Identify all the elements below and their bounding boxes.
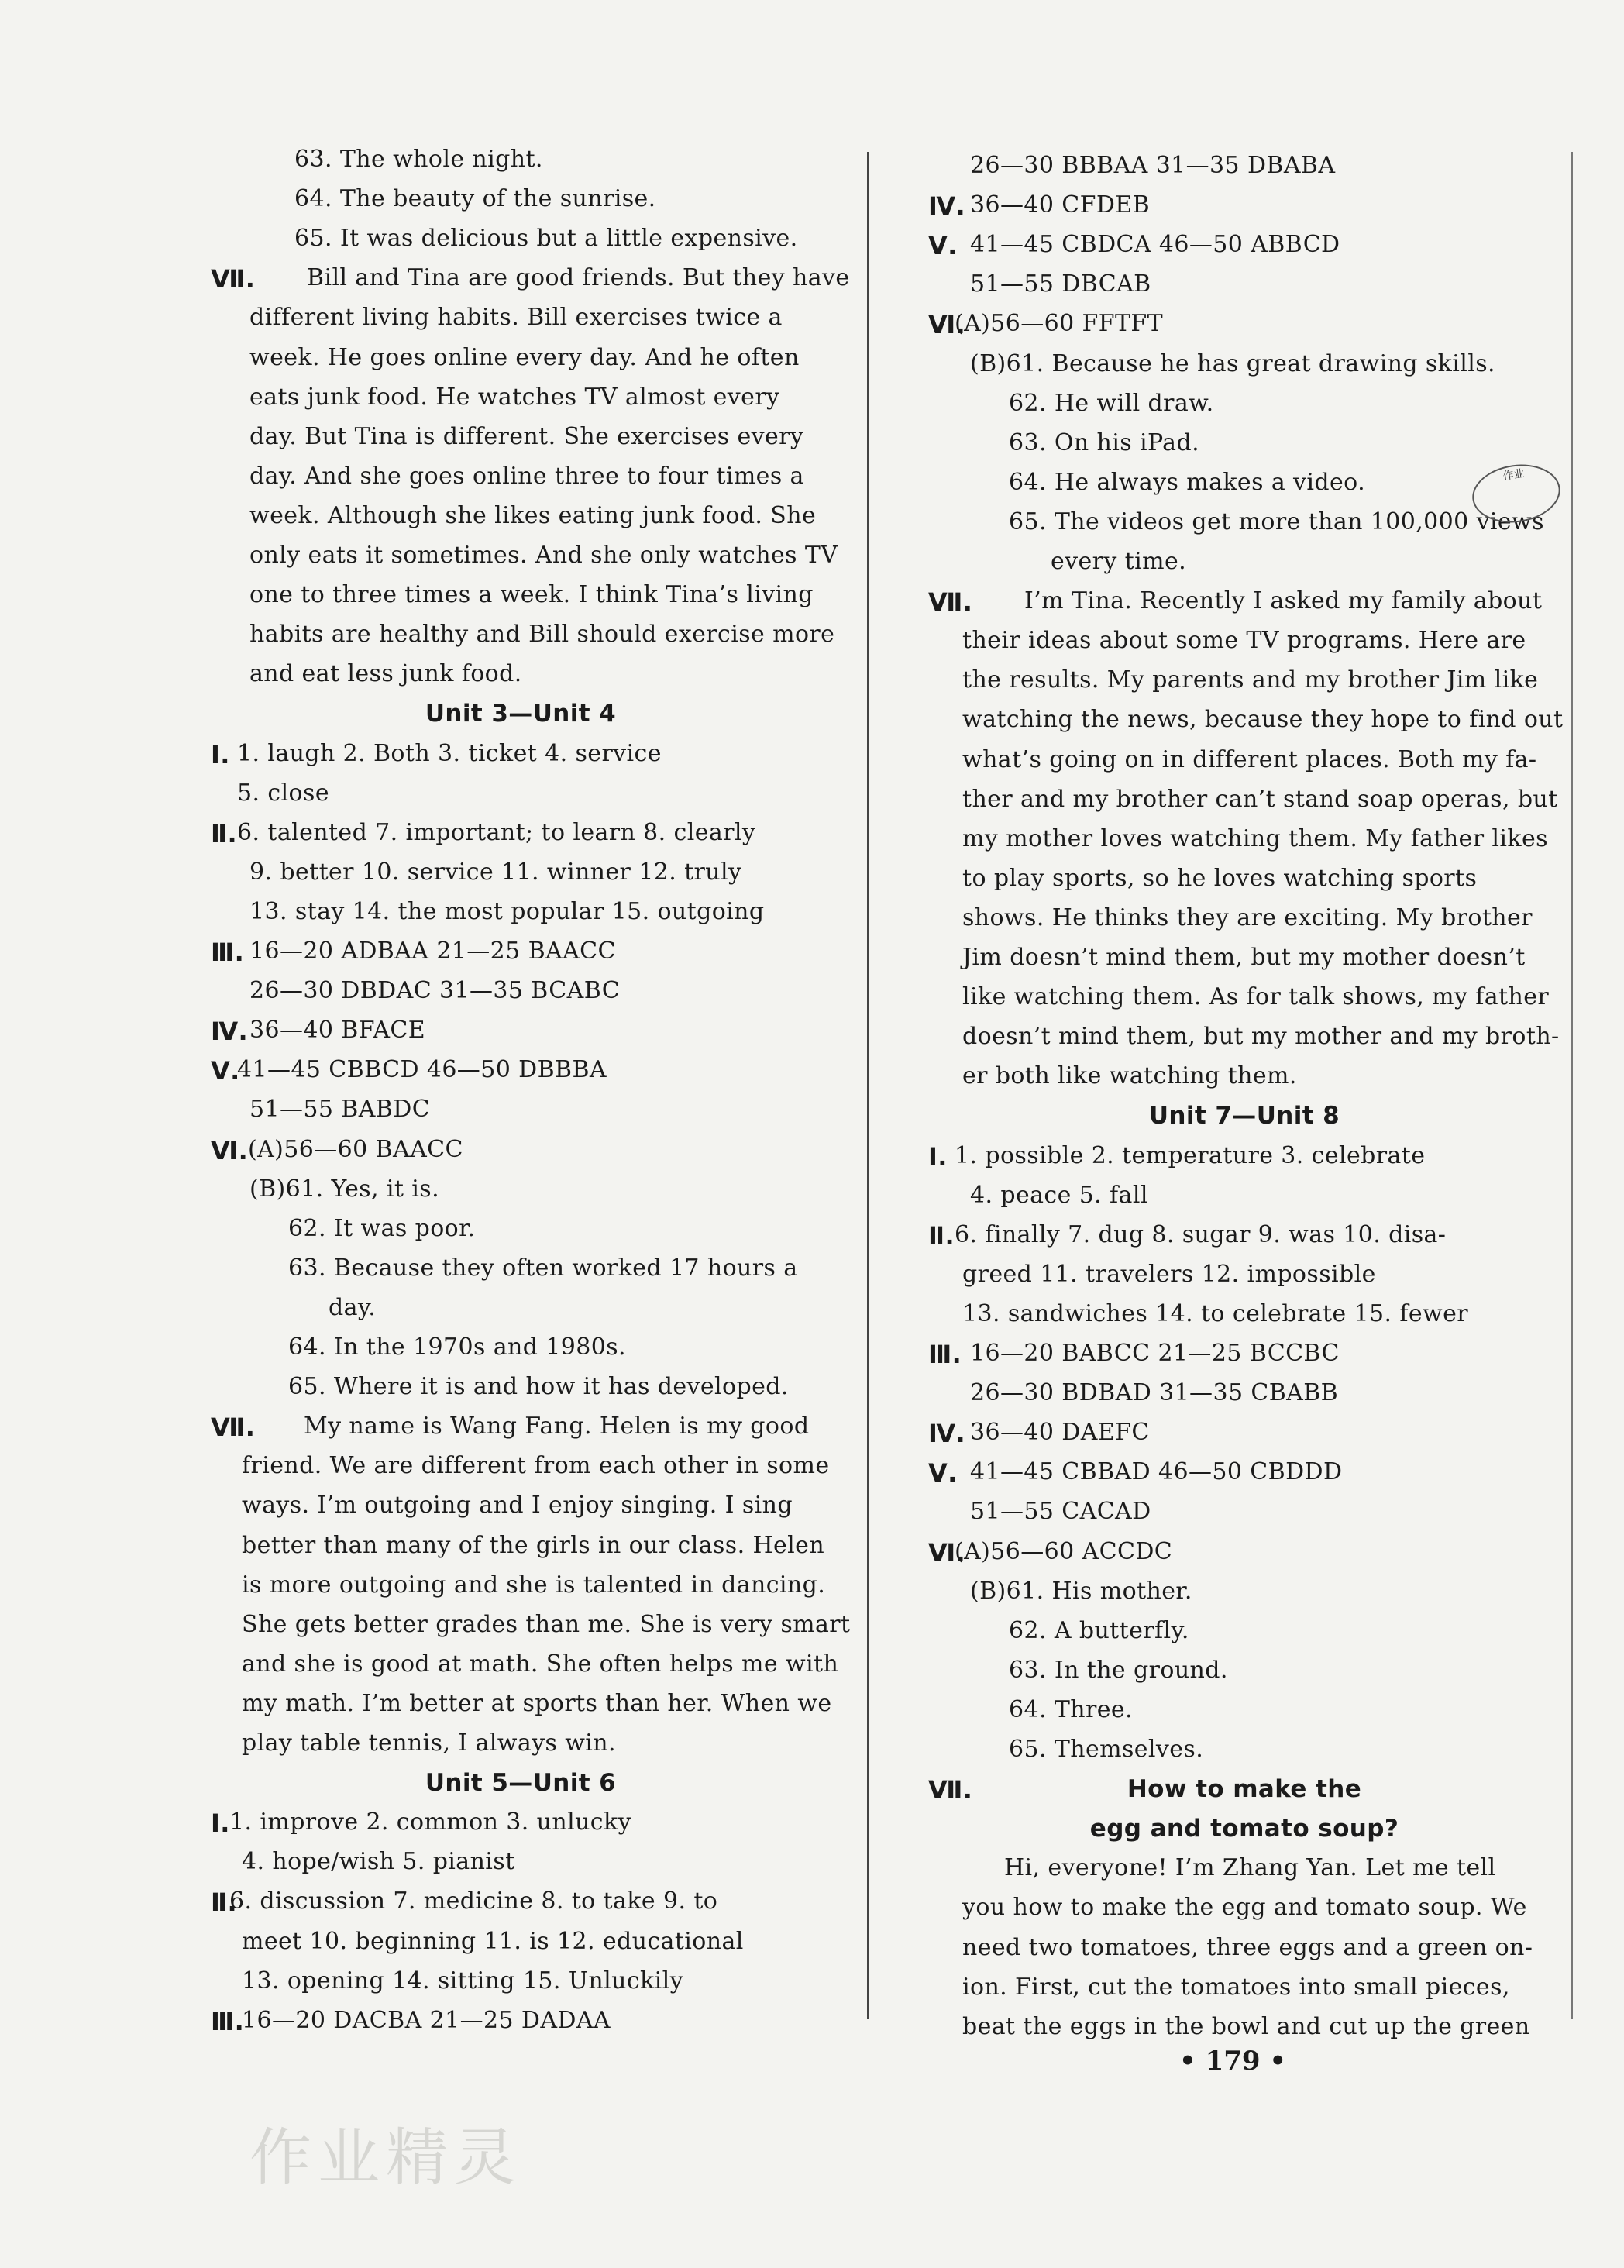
answer-line: greed 11. travelers 12. impossible bbox=[962, 1260, 1376, 1288]
answer-line: 26—30 DBDAC 31—35 BCABC bbox=[249, 977, 621, 1005]
answer-line: (B)61. Yes, it is. bbox=[249, 1175, 440, 1203]
section-numeral: Ⅴ. bbox=[211, 1056, 240, 1086]
answer-line: the results. My parents and my brother Jim like bbox=[962, 666, 1539, 694]
answer-line: 62. He will draw. bbox=[1009, 389, 1214, 417]
answer-line: week. Although she likes eating junk food. She bbox=[249, 501, 817, 529]
section-numeral: Ⅴ. bbox=[928, 231, 958, 261]
section-numeral: Ⅱ. bbox=[211, 1888, 238, 1918]
page-number: • 179 • bbox=[1179, 2046, 1287, 2077]
answer-line: better than many of the girls in our class. Helen bbox=[242, 1531, 825, 1559]
answer-line: ways. I’m outgoing and I enjoy singing. I sing bbox=[242, 1492, 793, 1519]
answer-line: ther and my brother can’t stand soap operas, but bbox=[962, 785, 1558, 813]
answer-line: (B)61. His mother. bbox=[970, 1577, 1192, 1605]
answer-line: 16—20 ADBAA 21—25 BAACC bbox=[249, 938, 616, 965]
answer-line: is more outgoing and she is talented in dancing. bbox=[242, 1571, 826, 1599]
section-numeral: Ⅱ. bbox=[928, 1220, 955, 1251]
answer-line: 4. peace 5. fall bbox=[970, 1181, 1148, 1209]
answer-line: ion. First, cut the tomatoes into small pieces, bbox=[962, 1973, 1510, 2001]
answer-line: 65. It was delicious but a little expensive. bbox=[294, 225, 798, 253]
answer-line: (A)56—60 BAACC bbox=[248, 1135, 463, 1163]
answer-line: friend. We are different from each other in some bbox=[242, 1452, 830, 1480]
answer-line: need two tomatoes, three eggs and a green on- bbox=[962, 1933, 1533, 1961]
answer-line: She gets better grades than me. She is very smart bbox=[242, 1610, 851, 1638]
answer-line: my mother loves watching them. My father likes bbox=[962, 824, 1548, 852]
answer-line: like watching them. As for talk shows, my father bbox=[962, 983, 1550, 1011]
answer-line: their ideas about some TV programs. Here are bbox=[962, 627, 1526, 655]
section-numeral: Ⅵ. bbox=[211, 1135, 249, 1165]
answer-line: 13. sandwiches 14. to celebrate 15. fewer bbox=[962, 1299, 1468, 1327]
answer-line: Hi, everyone! I’m Zhang Yan. Let me tell bbox=[1004, 1854, 1496, 1882]
answer-line: 6. discussion 7. medicine 8. to take 9. to bbox=[229, 1888, 718, 1915]
answer-line: doesn’t mind them, but my mother and my broth- bbox=[962, 1023, 1560, 1051]
section-numeral: Ⅳ. bbox=[211, 1017, 249, 1047]
answer-line: Bill and Tina are good friends. But they have bbox=[307, 264, 850, 292]
answer-line: day. bbox=[329, 1293, 377, 1321]
answer-line: 65. Themselves. bbox=[1009, 1736, 1204, 1763]
watermark: 作业精灵 bbox=[249, 2122, 522, 2194]
section-numeral: Ⅰ. bbox=[211, 739, 230, 769]
section-numeral: Ⅲ. bbox=[211, 2006, 245, 2036]
answer-line: shows. He thinks they are exciting. My brother bbox=[962, 903, 1533, 931]
section-numeral: Ⅱ. bbox=[211, 818, 238, 848]
answer-line: 26—30 BBBAA 31—35 DBABA bbox=[970, 152, 1336, 179]
answer-line: 41—45 CBBAD 46—50 CBDDD bbox=[970, 1458, 1343, 1486]
answer-line: one to three times a week. I think Tina’s living bbox=[249, 581, 814, 609]
section-numeral: Ⅶ. bbox=[928, 1775, 973, 1805]
section-numeral: Ⅵ. bbox=[928, 1537, 966, 1568]
answer-line: eats junk food. He watches TV almost every bbox=[249, 383, 780, 411]
answer-line: day. But Tina is different. She exercises every bbox=[249, 422, 804, 450]
answer-line: 41—45 CBBCD 46—50 DBBBA bbox=[237, 1056, 607, 1084]
answer-line: 4. hope/wish 5. pianist bbox=[242, 1848, 515, 1876]
answer-line: I’m Tina. Recently I asked my family about bbox=[1024, 587, 1543, 615]
section-numeral: Ⅶ. bbox=[211, 264, 256, 294]
answer-line: 6. finally 7. dug 8. sugar 9. was 10. disa- bbox=[955, 1220, 1447, 1248]
answer-line: watching the news, because they hope to find out bbox=[962, 706, 1564, 734]
answer-line: 64. He always makes a video. bbox=[1009, 468, 1366, 496]
section-numeral: Ⅵ. bbox=[928, 310, 966, 340]
answer-line: Jim doesn’t mind them, but my mother doesn’t bbox=[962, 944, 1526, 971]
answer-line: 6. talented 7. important; to learn 8. clearly bbox=[237, 818, 756, 846]
section-numeral: Ⅰ. bbox=[211, 1809, 230, 1839]
answer-line: 36—40 BFACE bbox=[249, 1017, 426, 1045]
section-numeral: Ⅲ. bbox=[928, 1340, 962, 1369]
unit-heading: Unit 5—Unit 6 bbox=[425, 1769, 617, 1798]
answer-line: 1. possible 2. temperature 3. celebrate bbox=[955, 1141, 1426, 1169]
answer-line: 51—55 DBCAB bbox=[970, 270, 1151, 298]
answer-line: and she is good at math. She often helps me with bbox=[242, 1650, 839, 1678]
answer-line: 62. A butterfly. bbox=[1009, 1616, 1189, 1644]
section-numeral: Ⅰ. bbox=[928, 1141, 948, 1172]
answer-line: 26—30 BDBAD 31—35 CBABB bbox=[970, 1379, 1339, 1407]
answer-line: 63. On his iPad. bbox=[1009, 428, 1200, 456]
answer-line: you how to make the egg and tomato soup. We bbox=[962, 1894, 1527, 1922]
stamp-text: 作业 bbox=[1502, 467, 1526, 484]
answer-line: er both like watching them. bbox=[962, 1062, 1297, 1090]
answer-line: 13. opening 14. sitting 15. Unluckily bbox=[242, 1967, 683, 1994]
answer-line: 41—45 CBDCA 46—50 ABBCD bbox=[970, 231, 1340, 259]
answer-line: day. And she goes online three to four times a bbox=[249, 462, 804, 490]
answer-line: 63. Because they often worked 17 hours a bbox=[288, 1254, 798, 1282]
answer-line: week. He goes online every day. And he often bbox=[249, 343, 800, 371]
unit-heading: Unit 3—Unit 4 bbox=[425, 700, 617, 728]
answer-line: 13. stay 14. the most popular 15. outgoing bbox=[249, 897, 765, 925]
answer-line: (A)56—60 FFTFT bbox=[955, 310, 1164, 338]
answer-line: play table tennis, I always win. bbox=[242, 1729, 616, 1757]
answer-line: (A)56—60 ACCDC bbox=[955, 1537, 1173, 1565]
section-numeral: Ⅶ. bbox=[211, 1413, 256, 1443]
section-numeral: Ⅳ. bbox=[928, 191, 966, 222]
answer-line: 16—20 DACBA 21—25 DADAA bbox=[242, 2006, 611, 2034]
answer-line: every time. bbox=[1051, 548, 1187, 575]
section-numeral: Ⅶ. bbox=[928, 587, 973, 618]
answer-line: 36—40 DAEFC bbox=[970, 1419, 1150, 1447]
answer-line: 65. The videos get more than 100,000 views bbox=[1009, 508, 1544, 535]
answer-line: 51—55 CACAD bbox=[970, 1498, 1151, 1526]
answer-line: habits are healthy and Bill should exercise more bbox=[249, 621, 835, 649]
unit-heading: egg and tomato soup? bbox=[1089, 1815, 1399, 1843]
answer-line: my math. I’m better at sports than her. When we bbox=[242, 1689, 832, 1717]
answer-line: 5. close bbox=[237, 779, 329, 807]
unit-heading: Unit 7—Unit 8 bbox=[1148, 1102, 1340, 1131]
answer-line: 62. It was poor. bbox=[288, 1214, 476, 1242]
answer-line: only eats it sometimes. And she only watches TV bbox=[249, 542, 838, 569]
answer-line: 9. better 10. service 11. winner 12. truly bbox=[249, 858, 742, 886]
answer-line: to play sports, so he loves watching sports bbox=[962, 864, 1478, 892]
answer-line: different living habits. Bill exercises twice a bbox=[249, 304, 783, 332]
answer-line: 64. The beauty of the sunrise. bbox=[294, 185, 656, 213]
right-margin-line bbox=[1571, 152, 1573, 2019]
answer-line: and eat less junk food. bbox=[249, 660, 522, 688]
column-divider bbox=[867, 152, 869, 2019]
answer-line: what’s going on in different places. Both my fa- bbox=[962, 745, 1537, 773]
answer-line: My name is Wang Fang. Helen is my good bbox=[304, 1413, 810, 1440]
section-numeral: Ⅳ. bbox=[928, 1419, 966, 1449]
answer-line: 36—40 CFDEB bbox=[970, 191, 1151, 219]
section-numeral: Ⅲ. bbox=[211, 938, 245, 967]
answer-line: (B)61. Because he has great drawing skills. bbox=[970, 349, 1495, 377]
answer-line: 1. laugh 2. Both 3. ticket 4. service bbox=[237, 739, 662, 767]
answer-line: 64. Three. bbox=[1009, 1695, 1133, 1723]
answer-line: 63. The whole night. bbox=[294, 146, 543, 173]
answer-line: 16—20 BABCC 21—25 BCCBC bbox=[970, 1340, 1340, 1367]
answer-line: meet 10. beginning 11. is 12. educational bbox=[242, 1927, 744, 1955]
unit-heading: How to make the bbox=[1127, 1775, 1362, 1804]
answer-line: 51—55 BABDC bbox=[249, 1096, 431, 1124]
answer-line: 64. In the 1970s and 1980s. bbox=[288, 1334, 626, 1361]
answer-line: 63. In the ground. bbox=[1009, 1656, 1228, 1684]
section-numeral: Ⅴ. bbox=[928, 1458, 958, 1488]
answer-line: 1. improve 2. common 3. unlucky bbox=[229, 1809, 631, 1836]
answer-line: 65. Where it is and how it has developed. bbox=[288, 1373, 789, 1401]
answer-line: beat the eggs in the bowl and cut up the green bbox=[962, 2012, 1530, 2040]
